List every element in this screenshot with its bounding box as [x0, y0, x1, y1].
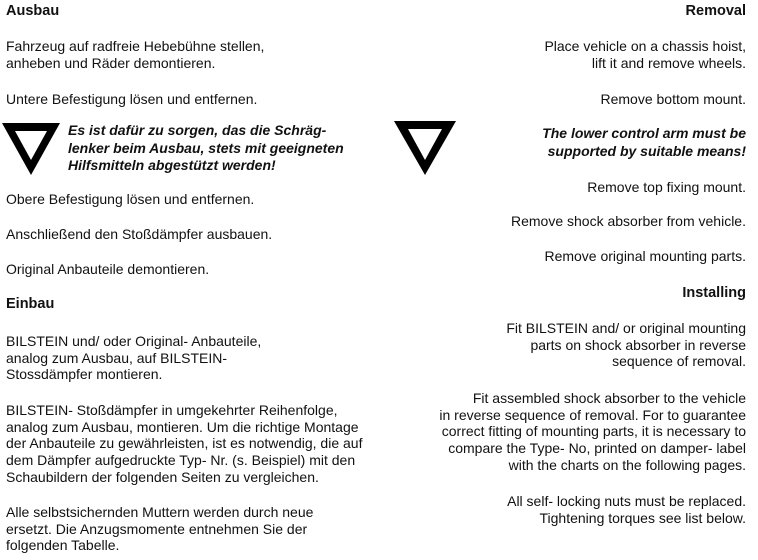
step-text: BILSTEIN- Stoßdämpfer in umgekehrter Reihenfolge, analog zum Ausbau, montieren. Um die richtige Montage der Anbauteile zu gewährleisten, ist es notwendig, die auf dem Dämpfer aufgedruckte Typ- Nr. (s. Beispiel) mit den Schaubildern der folgenden Seiten zu vergleichen.	[6, 402, 363, 485]
step-text: Obere Befestigung lösen und entfernen.	[6, 191, 255, 207]
warning-text: The lower control arm must be supported by suitable means!	[542, 125, 746, 159]
step-text: Remove shock absorber from vehicle.	[511, 213, 746, 229]
yield-triangle-icon	[0, 121, 62, 177]
heading-removal: Removal	[685, 3, 746, 19]
heading-ausbau: Ausbau	[6, 3, 60, 19]
step-text: BILSTEIN und/ oder Original- Anbauteile, analog zum Ausbau, auf BILSTEIN- Stossdämpfer montieren.	[6, 333, 262, 383]
step-text: Fit BILSTEIN and/ or original mounting parts on shock absorber in reverse sequence of removal.	[506, 320, 746, 370]
yield-triangle-icon	[392, 119, 458, 177]
heading-installing: Installing	[682, 285, 746, 301]
step-text: Place vehicle on a chassis hoist, lift it and remove wheels.	[544, 38, 746, 71]
step-text: Fahrzeug auf radfreie Hebebühne stellen, anheben und Räder demontieren.	[6, 38, 265, 71]
step-text: Fit assembled shock absorber to the vehicle in reverse sequence of removal. For to guarantee correct fitting of mounting parts, it is necessary to compare the Type- No, printed on damper- label with the charts on the following pages.	[439, 390, 746, 473]
step-text: Remove original mounting parts.	[544, 248, 746, 264]
step-text: Remove bottom mount.	[600, 91, 746, 107]
step-text: All self- locking nuts must be replaced. Tightening torques see list below.	[507, 493, 746, 526]
step-text: Remove top fixing mount.	[587, 179, 746, 195]
step-text: Anschließend den Stoßdämpfer ausbauen.	[6, 226, 273, 242]
step-text: Alle selbstsichernden Muttern werden durch neue ersetzt. Die Anzugsmomente entnehmen Sie der folgenden Tabelle.	[6, 504, 314, 554]
step-text: Original Anbauteile demontieren.	[6, 261, 210, 277]
heading-einbau: Einbau	[6, 296, 55, 312]
step-text: Untere Befestigung lösen und entfernen.	[6, 91, 258, 107]
warning-text: Es ist dafür zu sorgen, das die Schräg- lenker beim Ausbau, stets mit geeigneten Hilfsmitteln abgestützt werden!	[68, 122, 344, 173]
